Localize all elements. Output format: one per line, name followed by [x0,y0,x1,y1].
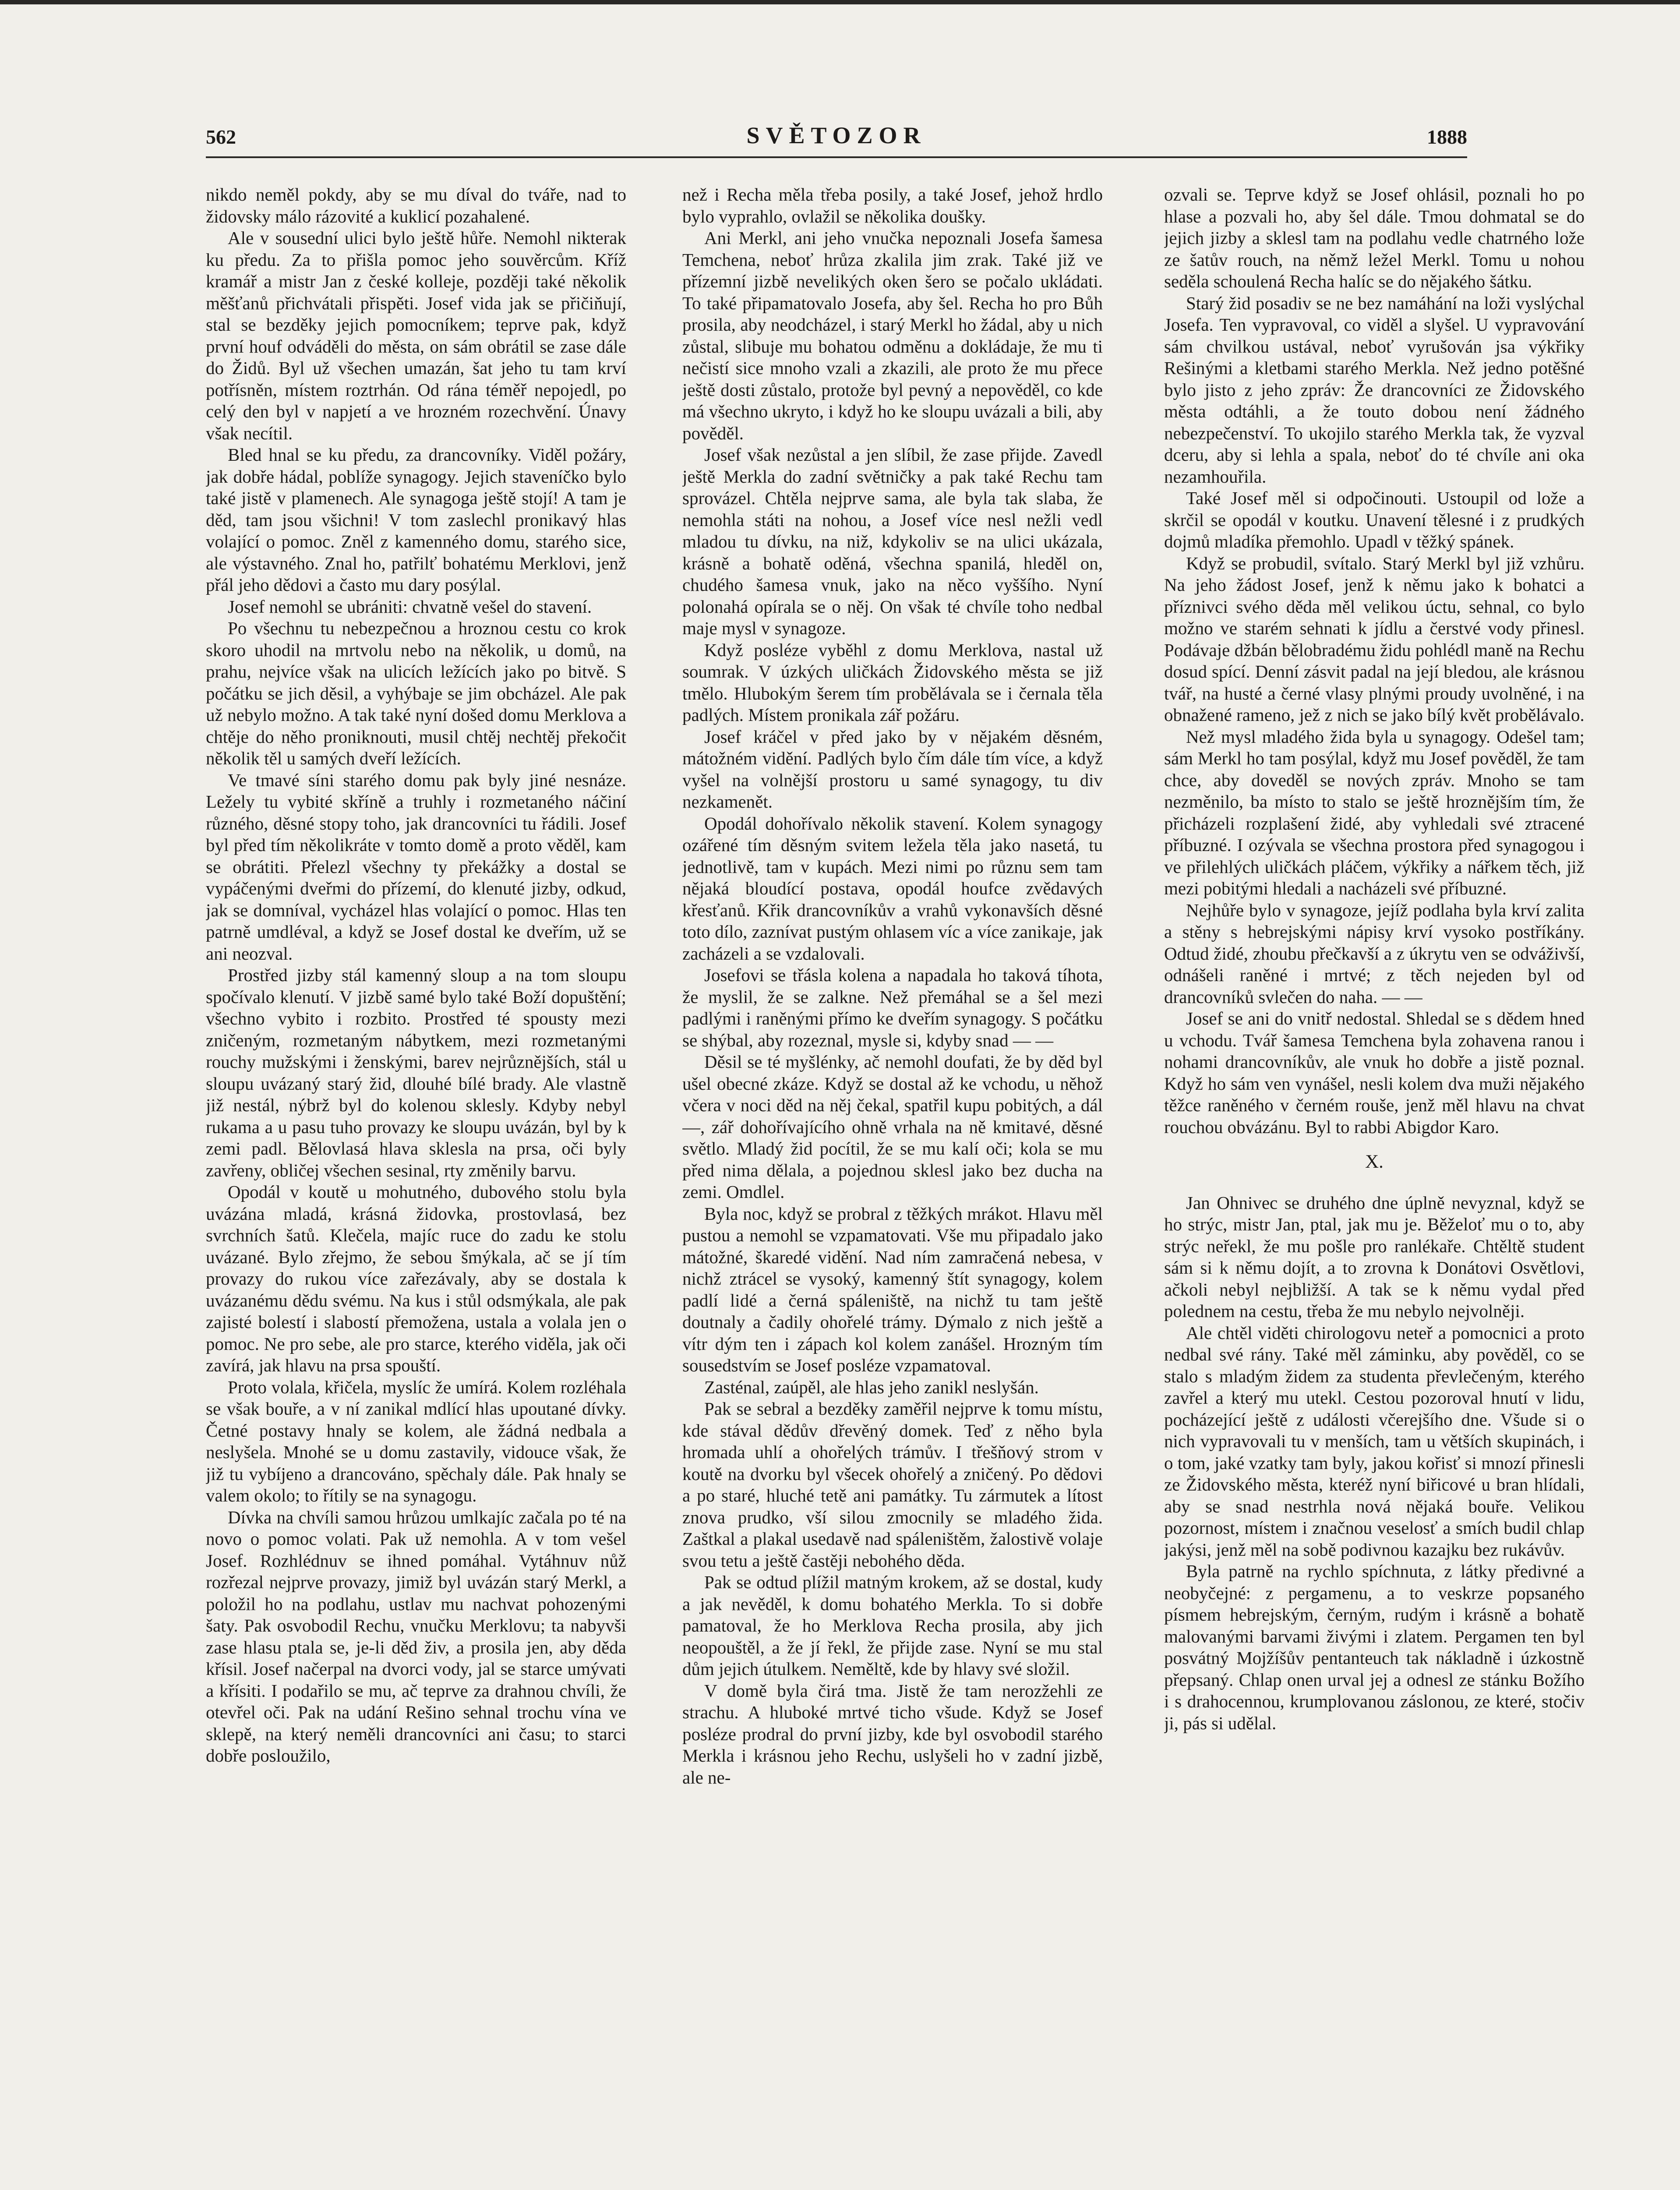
scan-edge [0,0,1680,4]
paragraph: Ale chtěl viděti chirologovu neteř a pomocnici a proto nedbal své rány. Také měl záminku, aby pověděl, co se stalo s mladým židem za studenta převlečeným, kterého zavřel a který mu utekl. Cestou pozoroval hnutí v lidu, pocházející ještě z události včerejšího dne. Všude si o nich vypravovali tu v menších, tam u větších skupinách, i o tom, jaké vzatky tam byly, jakou kořisť si mnozí přinesli ze Židovského města, kteréž nyní biřicové u bran hlídali, aby se snad nestrhla nová nějaká bouře. Velikou pozornost, místem i značnou veselosť a smích budil chlap jakýsi, jenž měl na sobě podivnou kazajku bez rukávův. [1164,1322,1585,1560]
paragraph: Zasténal, zaúpěl, ale hlas jeho zanikl neslyšán. [704,1377,1039,1397]
paragraph: než i Recha měla třeba posily, a také Josef, jehož hrdlo bylo vyprahlo, ovlažil se několika doušky. [682,184,1103,226]
paragraph: Byla noc, když se probral z těžkých mrákot. Hlavu měl pustou a nemohl se vzpamatovati. Vše mu připadalo jako mátožné, škaredé vidění. Nad ním zamračená nebesa, v nichž ztrácel se vysoký, kamenný štít synagogy, kolem padlí lidé a černá spáleniště, na nichž tu tam ještě doutnaly a čadily ohořelé trámy. Dýmalo z nich ještě a vítr dým ten i zápach kol kolem zanášel. Hrozným tím sousedstvím se Josef posléze vzpamatoval. [682,1203,1103,1375]
paragraph: Než mysl mladého žida byla u synagogy. Odešel tam; sám Merkl ho tam posýlal, když mu Josef pověděl, že tam chce, aby doveděl se nových zpráv. Mnoho se tam nezměnilo, ba místo to stalo se ještě hroznějším tím, že přicházeli rozplašení židé, aby vyhledali své ztracené příbuzné. I ozývala se všechna prostora před synagogou i ve přilehlých uličkách pláčem, výkřiky a nářkem těch, již mezi pobitými hledali a nacházeli své příbuzné. [1164,726,1585,898]
paragraph: Bled hnal se ku předu, za drancovníky. Viděl požáry, jak dobře hádal, poblíže synagogy. Jejich staveníčko bylo také jistě v plamenech. Ale synagoga ještě stojí! A tam je děd, tam jsou všichni! V tom zaslechl pronikavý hlas volající o pomoc. Zněl z kamenného domu, starého sice, ale výstavného. Znal ho, patřilť bohatému Merklovi, jenž přál jeho dědovi a často mu dary posýlal. [206,445,626,595]
paragraph: Dívka na chvíli samou hrůzou umlkajíc začala po té na novo o pomoc volati. Pak už nemohla. A v tom vešel Josef. Rozhlédnuv se ihned pomáhal. Vytáhnuv nůž rozřezal nejprve provazy, jimiž byl uvázán starý Merkl, a položil ho na podlahu, ustlav mu nachvat pohozenými šaty. Pak osvobodil Rechu, vnučku Merklovu; ta nabyvši zase hlasu ptala se, je-li děd živ, a prosila jen, aby děda křísil. Josef načerpal na dvorci vody, jal se starce umývati a křísiti. I podařilo se mu, ač teprve za drahnou chvíli, že otevřel oči. Pak na udání Rešino sehnal trochu vína ve sklepě, na který neměli drancovníci ani času; to starci dobře posloužilo, [206,1507,626,1766]
text-column-1 [206,184,626,2190]
paragraph: Opodál v koutě u mohutného, dubového stolu byla uvázána mladá, krásná židovka, prostovlasá, bez svrchních šatů. Klečela, majíc ruce do zadu ke stolu uvázané. Bylo zřejmo, že sebou šmýkala, ač se jí tím provazy do rukou více zařezávaly, aby se dostala k uvázanému dědu svému. Na kus i stůl odsmýkala, ale pak zajisté bolestí i slabostí přemožena, ustala a volala jen o pomoc. Ne pro sebe, ale pro starce, kterého viděla, jak oči zavírá, jak hlavu na prsa spouští. [206,1182,626,1375]
text-column-2 [682,184,1103,2190]
paragraph: Josef kráčel v před jako by v nějakém děsném, mátožném vidění. Padlých bylo čím dále tím více, a když vyšel na volnější prostoru u samé synagogy, tu div nezkamenět. [682,726,1103,812]
text-column-3 [1164,184,1585,2190]
paragraph: Děsil se té myšlénky, ač nemohl doufati, že by děd byl ušel obecné zkáze. Když se dostal až ke vchodu, u něhož včera v noci děd na něj čekal, spatřil kupu pobitých, a dál —, zář dohořívajícího ohně vrhala na ně kmitavé, děsné světlo. Mladý žid pocítil, že se mu kalí oči; kola se mu před nima dělala, a pojednou sklesl jako bez ducha na zemi. Omdlel. [682,1052,1103,1202]
paragraph: Proto volala, křičela, myslíc že umírá. Kolem rozléhala se však bouře, a v ní zanikal mdlící hlas upoutané dívky. Četné postavy hnaly se kolem, ale žádná nedbala a neslyšela. Mnohé se u domu zastavily, vidouce však, že již tu vybíjeno a drancováno, spěchaly dále. Pak hnaly se valem okolo; to řítily se na synagogu. [206,1377,626,1505]
paragraph: Když posléze vyběhl z domu Merklova, nastal už soumrak. V úzkých uličkách Židovského města se již tmělo. Hlubokým šerem tím probělávala se i černala těla padlých. Místem pronikala zář požáru. [682,639,1103,725]
paragraph: Ale v sousední ulici bylo ještě hůře. Nemohl nikterak ku předu. Za to přišla pomoc jeho souvěrcům. Kříž kramář a mistr Jan z české kolleje, později také několik měšťanů přichvátali přispěti. Josef vida jak se přičiňují, stal se bezděky jejich pomocníkem; teprve pak, když první houf odváděli do města, on sám obrátil se zase dále do Židů. Byl už všechen umazán, šat jeho tu tam krví potřísněn, místem roztrhán. Od rána téměř nepojedl, po celý den byl v napjetí a ve hrozném rozechvění. Únavy však necítil. [206,228,626,443]
paragraph: Byla patrně na rychlo spíchnuta, z látky předivné a neobyčejné: z pergamenu, a to veskrze popsaného písmem hebrejským, černým, rudým i krásně a bohatě malovanými barvami živými i zlatem. Pergamen ten byl posvátný Mojžíšův pentanteuch tak nákladně i úzkostně přepsaný. Chlap onen urval jej a odnesl ze stánku Božího i s drahocennou, krumplovanou záslonou, ze které, stočiv ji, pás si udělal. [1164,1561,1585,1733]
paragraph: Josef nemohl se ubrániti: chvatně vešel do stavení. [228,596,592,617]
paragraph: Josefovi se třásla kolena a napadala ho taková tíhota, že myslil, že se zalkne. Než přemáhal se a šel mezi padlými i raněnými přímo ke dveřím synagogy. S počátku se shýbal, aby rozeznal, mysle si, kdyby snad — — [682,965,1103,1050]
header-rule [206,156,1467,158]
paragraph: ozvali se. Teprve když se Josef ohlásil, poznali ho po hlase a pozvali ho, aby šel dále. Tmou dohmatal se do jejich jizby a sklesl tam na podlahu vedle chatrného lože ze šatův rouch, na němž ležel Merkl. Tomu u nohou seděla schoulená Recha halíc se do nějakého šátku. [1164,184,1585,291]
paragraph: Starý žid posadiv se ne bez namáhání na loži vyslýchal Josefa. Ten vypravoval, co viděl a slyšel. U vypravování sám chvilkou ustával, neboť vyrušován jsa výkřiky Rešinými a kletbami starého Merkla. Než jedno potěšné bylo jisto z jeho zpráv: Že drancovníci ze Židovského města odtáhli, a že touto dobou není žádného nebezpečenství. To ukojilo starého Merkla tak, že vyzval dceru, aby si lehla a spala, neboť do té chvíle ani oka nezamhouřila. [1164,293,1585,487]
paragraph: Také Josef měl si odpočinouti. Ustoupil od lože a skrčil se opodál v koutku. Unavení tělesné i z prudkých dojmů mladíka přemohlo. Upadl v těžký spánek. [1164,488,1585,551]
page-number: 562 [206,126,236,148]
paragraph: nikdo neměl pokdy, aby se mu díval do tváře, nad to židovsky málo rázovité a kuklicí pozahalené. [206,184,626,226]
paragraph: Když se probudil, svítalo. Starý Merkl byl již vzhůru. Na jeho žádost Josef, jenž k němu jako k bohatci a příznivci svého děda měl velikou úctu, sehnal, co bylo možno ve starém sehnati k jídlu a čerstvé vody přinesl. Podávaje džbán bělobradému židu pohlédl maně na Rechu dosud spící. Denní zásvit padal na její bledou, ale krásnou tvář, na husté a černé vlasy plnými proudy uvolněné, i na obnažené rameno, jež z nich se jako bílý květ probělávalo. [1164,553,1585,725]
page-header [206,122,1467,152]
paragraph: Josef se ani do vnitř nedostal. Shledal se s dědem hned u vchodu. Tvář šamesa Temchena byla zohavena ranou i nohami drancovníkův, ale vnuk ho dobře a jistě poznal. Když ho sám ven vynášel, nesli kolem dva muži nějakého těžce raněného v černém rouše, jenž měl hlavu na chvat rouchou obvázánu. Byl to rabbi Abigdor Karo. [1164,1008,1585,1137]
paragraph: Ani Merkl, ani jeho vnučka nepoznali Josefa šamesa Temchena, neboť hrůza zkalila jim zrak. Také již ve přízemní jizbě nevelikých oken šero se počalo ukládati. To také připamatovalo Josefa, aby šel. Recha ho pro Bůh prosila, aby neodcházel, i starý Merkl ho žádal, aby u nich zůstal, slibuje mu bohatou odměnu a dokládaje, že mu ti nečistí sice mnoho vzali a zkazili, ale proto že mu přece ještě dosti zůstalo, protože byl pevný a nepověděl, co kde má všechno ukryto, i když ho ke sloupu uvázali a bili, aby pověděl. [682,228,1103,443]
publication-year: 1888 [1427,126,1467,148]
chapter-heading: X. [1365,1152,1384,1172]
paragraph: Ve tmavé síni starého domu pak byly jiné nesnáze. Ležely tu vybité skříně a truhly i rozmetaného náčiní různého, děsné stopy toho, jak drancovníci tu řádili. Josef byl před tím několikráte v tomto domě a proto věděl, kam se obrátiti. Přelezl všechny ty překážky a dostal se vypáčenými dveřmi do přízemí, do klenuté jizby, odkud, jak se domníval, vycházel hlas volající o pomoc. Hlas ten patrně umdléval, a když se Josef dostal ke dveřím, už se ani neozval. [206,770,626,964]
paragraph: Josef však nezůstal a jen slíbil, že zase přijde. Zavedl ještě Merkla do zadní světničky a pak také Rechu tam sprovázel. Chtěla nejprve sama, ale byla tak slaba, že nemohla státi na nohou, a Josef více nesl nežli vedl mladou tu dívku, na niž, kdykoliv se na ulici ukázala, krásně a bohatě oděná, všechna spanilá, hleděl on, chudého šamesa vnuk, jako na něco vyššího. Nyní polonahá opírala se o něj. On však té chvíle toho nedbal maje mysl v synagoze. [682,445,1103,638]
paragraph: Jan Ohnivec se druhého dne úplně nevyznal, když se ho strýc, mistr Jan, ptal, jak mu je. Běželoť mu o to, aby strýc neřekl, že mu pošle pro ranlékaře. Chtěltě student sám si k němu dojít, a to zrovna k Donátovi Osvětlovi, ačkoli nebyl nejbližší. A tak se k němu vydal před polednem na cestu, třeba že mu nebylo nejvolněji. [1164,1192,1585,1321]
paragraph: Prostřed jizby stál kamenný sloup a na tom sloupu spočívalo klenutí. V jizbě samé bylo také Boží dopuštění; všechno vybito i rozbito. Prostřed té spousty mezi zničeným, rozmetaným nábytkem, mezi rozmetanými rouchy mužskými i ženskými, barev nejrůznějších, stál u sloupu uvázaný starý žid, dlouhé bílé brady. Ale vlastně již nestál, nýbrž byl do kolenou sklesly. Kdyby nebyl rukama a u pasu tuho provazy ke sloupu uvázán, byl by k zemi padl. Bělovlasá hlava sklesla na prsa, oči byly zavřeny, obličej všechen sesinal, rty změnily barvu. [206,965,626,1180]
paragraph: Pak se odtud plížil matným krokem, až se dostal, kudy a jak nevěděl, k domu bohatého Merkla. To si dobře pamatoval, že ho Merklova Recha prosila, aby jich neopouštěl, a že jí řekl, že přijde zase. Nyní se mu stal dům jejich útulkem. Neměltě, kde by hlavy své složil. [682,1572,1103,1679]
paragraph: Po všechnu tu nebezpečnou a hroznou cestu co krok skoro uhodil na mrtvolu nebo na několik, u domů, na prahu, nejvíce však na ulicích ležících jako po bitvě. S počátku se jich děsil, a vyhýbaje se jim obcházel. Ale pak už nebylo možno. A tak také nyní došed domu Merklova a chtěje do něho proniknouti, musil chtěj nechtěj překočit několik těl u samých dveří ležících. [206,618,626,768]
paragraph: Opodál dohořívalo několik stavení. Kolem synagogy ozářené tím děsným svitem ležela těla jako nasetá, tu jednotlivě, tam v kupách. Mezi nimi po různu sem tam nějaká bloudící postava, opodál houfce zvědavých křesťanů. Křik drancovníkův a vrahů vykonavších děsné toto dílo, zaznívat pustým ohlasem víc a více zanikaje, jak zacházeli a se vzdalovali. [682,813,1103,964]
masthead-title: SVĚTOZOR [746,122,927,148]
paragraph: V domě byla čirá tma. Jistě že tam nerozžehli ze strachu. A hluboké mrtvé ticho všude. Když se Josef posléze prodral do první jizby, kde byl osvobodil starého Merkla i krásnou jeho Rechu, uslyšeli ho v zadní jizbě, ale ne- [682,1680,1103,1787]
paragraph: Nejhůře bylo v synagoze, jejíž podlaha byla krví zalita a stěny s hebrejskými nápisy krví vysoko postříkány. Odtud židé, zhoubu přečkavší a z úkrytu ven se odváživší, odnášeli raněné i mrtvé; z těch nejeden byl od drancovníků svlečen do naha. — — [1164,900,1585,1007]
paragraph: Pak se sebral a bezděky zaměřil nejprve k tomu místu, kde stával dědův dřevěný domek. Teď z něho byla hromada uhlí a ohořelých trámův. I třešňový strom v koutě na dvorku byl všecek ohořelý a zničený. Po dědovi a po staré, hluché tetě ani památky. Tu zármutek a lítost znova prudko, vší silou zmocnily se mladého žida. Zaštkal a plakal usedavě nad spáleništěm, žalostivě volaje svou tetu a ještě častěji nebohého děda. [682,1399,1103,1571]
